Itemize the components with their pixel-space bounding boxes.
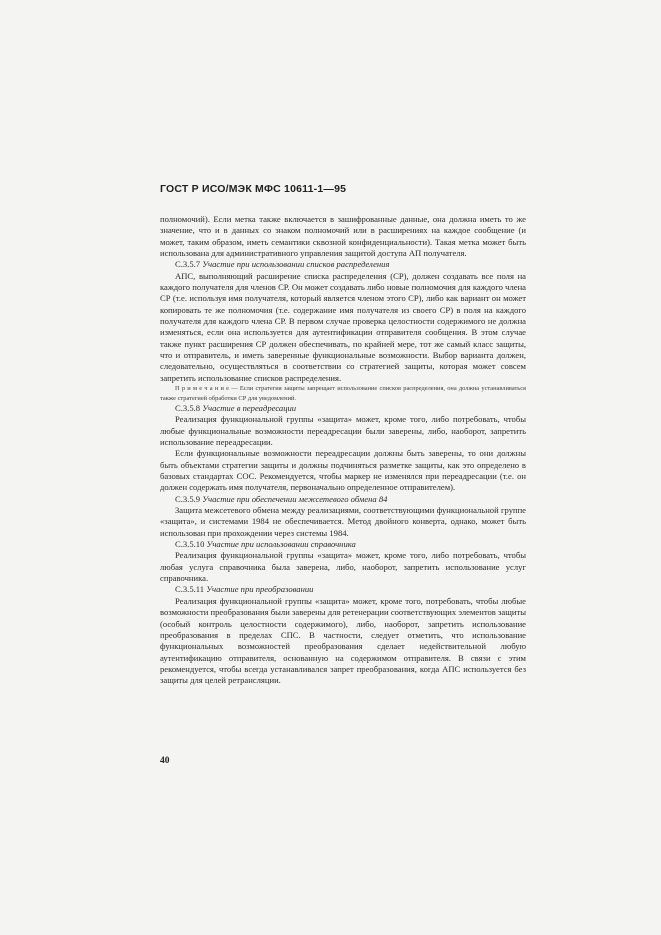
section-title: Участие при использовании справочника [206,539,356,550]
page-header: ГОСТ Р ИСО/МЭК МФС 10611-1—95 [160,183,347,195]
paragraph: Реализация функциональной группы «защита» может, кроме того, потребовать, чтобы любые возможности преобразования были заверены для ретенерации соответствующих элементов защиты (особый контроль целостности содержимого), либо, наоборот, запретить использование преобразования в пределах СПС. В частности, следует отметить, что использование функциональных возможностей преобразования сделает недействительной любую аутентификацию отправителя, основанную на содержимом отправителя. В связи с этим рекомендуется, чтобы всегда устанавливался запрет преобразования, когда АПС используется без защиты для целей ретрансляции. [160,595,526,686]
section-heading [160,259,526,270]
paragraph: Реализация функциональной группы «защита» может, кроме того, либо потребовать, чтобы любые функциональные возможности переадресации были заверены, либо, наоборот, запретить использование переадресации. [160,414,526,447]
section-number: С.3.5.8 [175,402,201,413]
section-title: Участие при использовании списков распределения [202,259,390,270]
section-title: Участие в переадресации [202,402,297,413]
body-text [160,214,526,687]
section-title: Участие при обеспечении межсетевого обмена 84 [202,493,388,504]
section-heading [160,494,526,505]
section-number: С.3.5.9 [175,493,201,504]
paragraph: АПС, выполняющий расширение списка распределения (СР), должен создавать все поля на каждого получателя для членов СР. Он может создавать либо новые полномочия для каждого члена СР (т.е. используя имя получателя, который является членом этого СР), либо как вариант он может копировать те же полномочия (т.е. содержание имя получателя из своего СР) в поля на каждого получателя для каждого члена СР. В первом случае проверка целостности содержимого не должна изменяться, если она используется для аутентификации отправителя сообщения. В этом случае также пункт расширения СР должен обеспечивать, по крайней мере, тот же самый класс защиты, что и отправитель, и иметь заверенные функциональные возможности. Выбор варианта должен, следовательно, осуществляться в соответствии со стратегией защиты, которая может совсем запретить использование списков распределения. [160,270,526,383]
section-number: С.3.5.7 [175,259,201,270]
paragraph: Реализация функциональной группы «защита» может, кроме того, либо потребовать, чтобы любая услуга справочника была заверена, либо, наоборот, запретить использование услуг справочника. [160,550,526,584]
section-heading [160,403,526,414]
paragraph: Защита межсетевого обмена между реализациями, соответствующими функциональной группе «защита», и системами 1984 не обеспечивается. Метод двойного конверта, однако, может быть использован при прохождении через системы 1984. [160,505,526,538]
note-paragraph: П р и м е ч а н и е — Если стратегия защиты запрещает использование списков распределения, она должна устанавливаться также стратегией обработки СР для уведомлений. [160,385,526,402]
section-number: С.3.5.10 [175,539,205,550]
section-number: С.3.5.11 [175,584,205,595]
paragraph: полномочий). Если метка также включается в зашифрованные данные, она должна иметь то же значение, что и в данных со знаком полномочий или в расширениях на каждое сообщение (и может, таким образом, иметь семантики сквозной конфиденциальности). Такая метка может быть использована для административного управления защитой доступа АП получателя. [160,214,526,259]
section-heading [160,584,526,595]
section-title: Участие при преобразовании [206,584,314,595]
section-heading [160,539,526,550]
paragraph: Если функциональные возможности переадресации должны быть заверены, то они должны быть объектами стратегии защиты и должны подчиняться разметке защиты, как это определено в базовых стандартах СОС. Рекомендуется, чтобы маркер не изменялся при переадресации (т.е. он должен содержать имя получателя, первоначально определенное отправителем). [160,448,526,493]
page-number: 40 [160,756,170,766]
